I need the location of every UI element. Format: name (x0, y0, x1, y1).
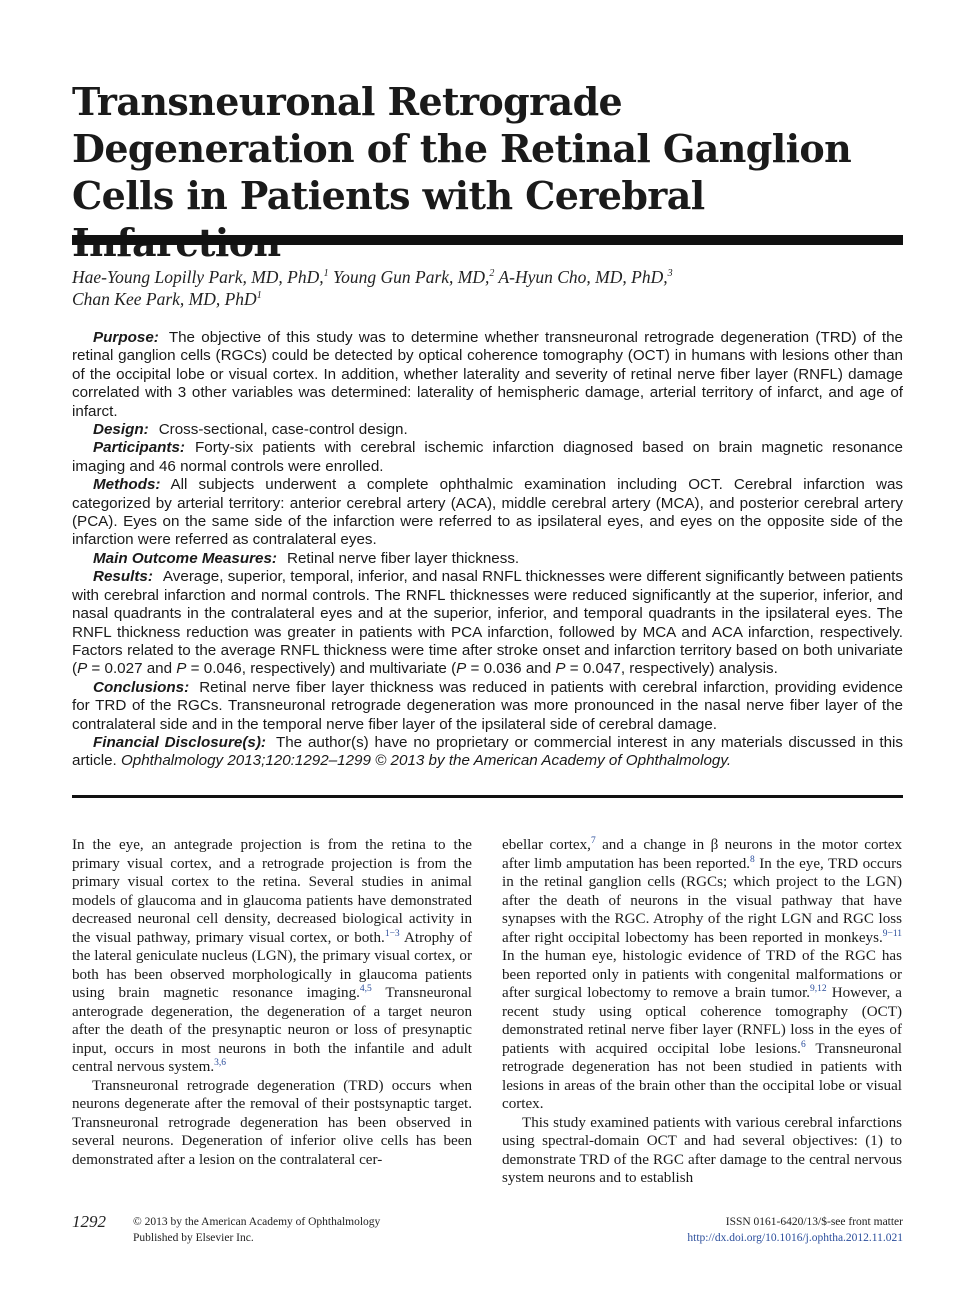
author-affiliation: 1 (323, 268, 329, 279)
body-paragraph (72, 836, 472, 1077)
body-text: Atrophy of the lateral geniculate nucleus (LGN), the primary visual cortex, or both has been observed morphologically in glaucoma patients using brain magnetic resonance imaging. (72, 929, 472, 1001)
section-text: = 0.047, respectively) analysis. (565, 660, 778, 678)
body-text: In the eye, an antegrade projection is from the retina to the primary visual cortex, and a retrograde projection is from the primary visual cortex to the retina. Several studies in animal models of glaucoma and in glaucoma patients have demonstrated decreased neuronal cell density, decreased biological activity in the visual pathway, primary visual cortex, or both. (72, 837, 472, 946)
reference-link[interactable]: 8 (750, 854, 755, 865)
doi-link[interactable]: http://dx.doi.org/10.1016/j.ophtha.2012.11.021 (687, 1232, 903, 1244)
author-affiliation: 3 (667, 268, 673, 279)
body-text: However, a recent study using optical coherence tomography (OCT) demonstrated retinal nerve fiber layer (RNFL) loss in the eyes of patients with acquired occipital lobe lesions. (502, 985, 902, 1057)
abstract-methods (72, 476, 903, 550)
publisher-line: Published by Elsevier Inc. (133, 1232, 254, 1244)
body-text: In the human eye, histologic evidence of TRD of the RGC has been reported only in patients with congenital malformations or after surgical lobectomy to remove a brain tumor. (502, 948, 902, 1001)
abstract-design (72, 421, 903, 439)
section-label: Purpose: (93, 329, 159, 346)
footer-identifiers (687, 1214, 903, 1246)
author-affiliation: 1 (256, 290, 262, 301)
reference-link[interactable]: 1−3 (384, 928, 400, 939)
section-text: The objective of this study was to determine whether transneuronal retrograde degeneration (TRD) of the retinal ganglion cells (RGCs) could be detected by optical coherence tomography (OCT) in humans with lesions other than of the occipital lobe or visual cortex. In addition, whether laterality and severity of retinal nerve fiber layer (RNFL) damage correlated with 3 other variables was determined: laterality of hemispheric damage, arterial territory of infarct, and age of infarct. (72, 329, 903, 420)
section-text: Retinal nerve fiber layer thickness was reduced in patients with cerebral infarction, providing evidence for TRD of the RGCs. Transneuronal retrograde degeneration was more pronounced in the nasal nerve fiber layer of the contralateral side and in the temporal nerve fiber layer of the ipsilateral side of cerebral damage. (72, 678, 903, 733)
abstract-results (72, 568, 903, 678)
section-label: Financial Disclosure(s): (93, 733, 266, 751)
p-symbol: P (77, 660, 88, 678)
section-label: Conclusions: (93, 678, 190, 696)
section-text: = 0.046, respectively) and multivariate ( (186, 660, 457, 678)
p-symbol: P (176, 660, 187, 678)
abstract-purpose (72, 329, 903, 421)
body-text: Transneuronal anterograde degeneration, the degeneration of a target neuron after the death of the presynaptic neuron or loss of presynaptic input, occurs in most neurons in both the infantile and adult central nervous system. (72, 985, 472, 1075)
author-affiliation: 2 (489, 268, 495, 279)
article-title: Transneuronal Retrograde Degeneration of the Retinal Ganglion Cells in Patients with Cerebral (72, 79, 852, 218)
author-list (72, 266, 902, 310)
section-text: Forty-six patients with cerebral ischemic infarction diagnosed based on brain magnetic resonance imaging and 46 normal controls were enrolled. (72, 439, 903, 475)
reference-link[interactable]: 9−11 (882, 928, 902, 939)
section-label: Results: (93, 568, 153, 586)
abstract (72, 329, 903, 771)
author-name: A-Hyun Cho, MD, PhD, (498, 267, 668, 287)
reference-link[interactable]: 7 (590, 836, 596, 846)
body-paragraph (502, 1114, 902, 1188)
section-label: Main Outcome Measures: (93, 549, 277, 567)
citation: Ophthalmology 2013;120:1292–1299 © 2013 by the American Academy of Ophthalmology. (120, 752, 732, 770)
body-text: This study examined patients with various cerebral infarctions using spectral-domain OCT and had several objectives: (1) to demonstrate TRD of the RGC after damage to the central nervous system neurons and to establish (502, 1114, 902, 1186)
body-text: Transneuronal retrograde degeneration (TRD) occurs when neurons degenerate after the removal of their postsynaptic target. Transneuronal retrograde degeneration has been observed in several neurons. Degeneration of inferior olive cells has been demonstrated after a lesion on the contralateral cer- (72, 1077, 472, 1168)
section-text: = 0.036 and (466, 660, 556, 678)
reference-link[interactable]: 9,12 (810, 984, 827, 994)
section-label: Design: (93, 421, 149, 439)
title-rule (72, 235, 903, 245)
abstract-rule (72, 795, 903, 798)
section-text: = 0.027 and (87, 660, 177, 678)
body-paragraph (72, 1077, 472, 1170)
body-text: In the eye, TRD occurs in the retinal ganglion cells (RGCs; which project to the LGN) after the death of neurons in the visual pathway that have synapses with the RGC. Atrophy of the right LGN and RGC loss after right occipital lobectomy has been reported in monkeys. (502, 855, 902, 946)
body-text: ebellar cortex, (502, 837, 591, 853)
footer-copyright (133, 1214, 380, 1246)
body-column-right (502, 836, 902, 1188)
section-text: Average, superior, temporal, inferior, and nasal RNFL thicknesses were different significantly between patients with cerebral infarction and normal controls. The RNFL thicknesses were reduced significantly at the superior, inferior, and nasal quadrants in the contralateral eyes and at the superior, inferior, and temporal quadrants in the ipsilateral eyes. The RNFL thickness reduction was greater in patients with PCA infarction, followed by MCA and ACA infarction, respectively. Factors related to the average RNFL thickness were time after stroke onset and infarction territory based on both univariate ( (72, 568, 903, 678)
abstract-outcome (72, 550, 903, 568)
author-name: Hae-Young Lopilly Park, MD, PhD, (72, 267, 324, 287)
page-number: 1292 (72, 1212, 106, 1231)
body-column-left (72, 836, 472, 1169)
section-text: Retinal nerve fiber layer thickness. (287, 549, 520, 567)
abstract-participants (72, 439, 903, 476)
abstract-conclusions (72, 679, 903, 734)
reference-link[interactable]: 6 (800, 1039, 806, 1050)
section-label: Methods: (93, 476, 161, 494)
author-name: Young Gun Park, MD, (333, 267, 490, 287)
p-symbol: P (456, 660, 467, 678)
abstract-financial (72, 734, 903, 771)
body-text: and a change in β neurons in the motor cortex after limb amputation has been reported. (502, 837, 902, 872)
body-paragraph (502, 836, 902, 1114)
body-text: Transneuronal retrograde degeneration has not been studied in patients with lesions in areas of the brain other than the occipital lobe or visual cortex. (502, 1040, 902, 1112)
section-text: The author(s) have no proprietary or commercial interest in any materials discussed in this article. (72, 733, 904, 770)
section-text: All subjects underwent a complete ophthalmic examination including OCT. Cerebral infarction was categorized by arterial territory: anterior cerebral artery (ACA), middle cerebral artery (MCA), and posterior cerebral artery (PCA). Eyes on the same side of the infarction were referred to as ipsilateral eyes, and eyes on the opposite side of the infarction were referred as contralateral eyes. (72, 476, 903, 549)
issn-line: ISSN 0161-6420/13/$-see front matter (725, 1216, 903, 1228)
section-label: Participants: (93, 439, 185, 457)
copyright-line: © 2013 by the American Academy of Ophthalmology (133, 1216, 381, 1228)
reference-link[interactable]: 3,6 (214, 1058, 226, 1068)
author-name: Chan Kee Park, MD, PhD (72, 289, 257, 309)
reference-link[interactable]: 4,5 (359, 984, 372, 994)
p-symbol: P (555, 660, 566, 678)
section-text: Cross-sectional, case-control design. (158, 421, 408, 439)
